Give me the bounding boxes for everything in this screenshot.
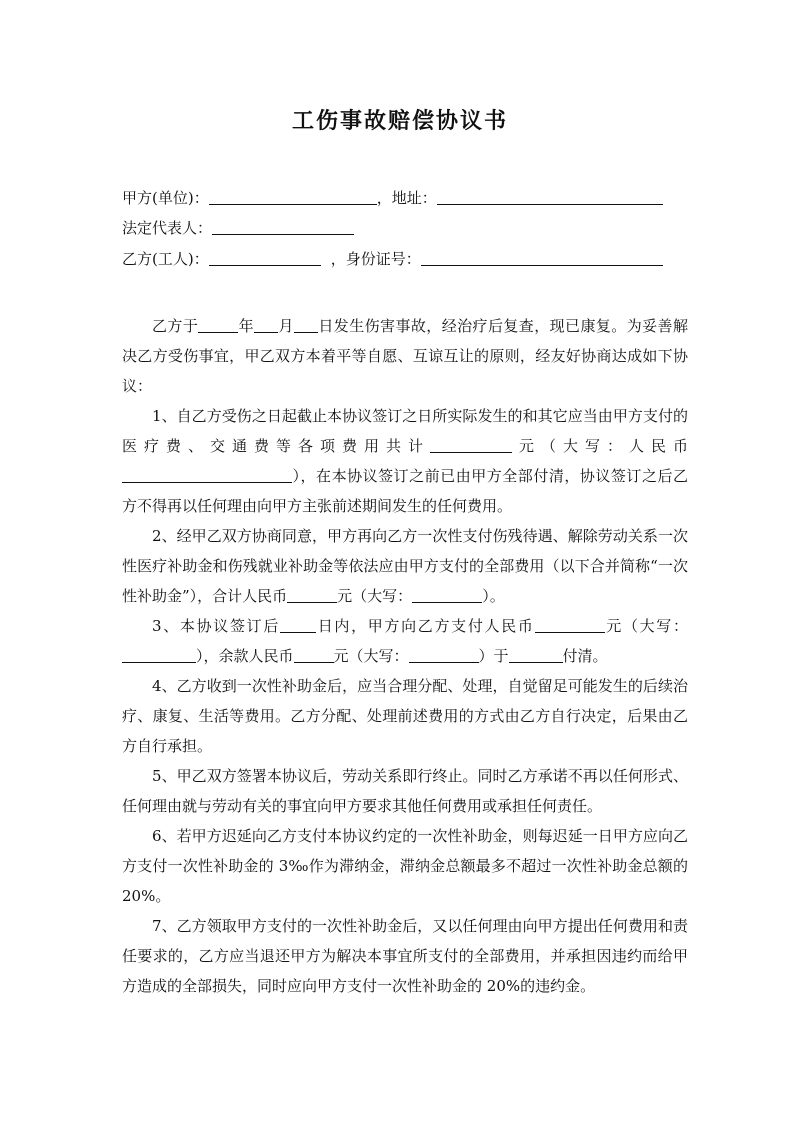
- clause-5: 5、甲乙双方签署本协议后，劳动关系即行终止。同时乙方承诺不再以任何形式、任何理由就与劳动有关的事宜向甲方要求其他任何费用或承担任何责任。: [122, 767, 688, 815]
- clause-2: 2、经甲乙双方协商同意，甲方再向乙方一次性支付伤残待遇、解除劳动关系一次性医疗补助金和伤残就业补助金等依法应由甲方支付的全部费用（以下合并简称“一次性补助金”），合计人民币 元（大写： ）。: [122, 527, 688, 605]
- agreement-body: [122, 311, 688, 1001]
- address-blank[interactable]: [437, 188, 663, 205]
- clause3-days-blank[interactable]: [280, 616, 316, 633]
- legal-rep-line: [122, 218, 354, 238]
- year-blank[interactable]: [198, 316, 238, 333]
- clause2-amount-blank[interactable]: [287, 586, 337, 603]
- clause3-capital-blank[interactable]: [122, 646, 196, 663]
- clause3-amount-blank[interactable]: [535, 616, 605, 633]
- id-number-blank[interactable]: [421, 249, 663, 266]
- day-blank[interactable]: [294, 316, 318, 333]
- party-b-line: [122, 249, 663, 269]
- party-a-label: 甲方(单位)：: [122, 189, 209, 207]
- month-blank[interactable]: [254, 316, 278, 333]
- clause3-balance-capital-blank[interactable]: [409, 646, 479, 663]
- intro-paragraph: 乙方于 年 月 日发生伤害事故，经治疗后复查，现已康复。为妥善解决乙方受伤事宜，甲乙双方本着平等自愿、互谅互让的原则，经友好协商达成如下协议：: [122, 317, 688, 395]
- party-b-label: 乙方(工人)：: [122, 250, 209, 268]
- clause3-balance-blank[interactable]: [294, 646, 334, 663]
- legal-rep-blank[interactable]: [212, 218, 354, 235]
- clause-7: 7、乙方领取甲方支付的一次性补助金后，又以任何理由向甲方提出任何费用和责任要求的，乙方应当退还甲方为解决本事宜所支付的全部费用，并承担因违约而给甲方造成的全部损失，同时应向甲方支付一次性补助金的 20%的违约金。: [122, 917, 688, 995]
- clause1-capital-blank[interactable]: [122, 466, 292, 483]
- party-a-line: [122, 188, 663, 208]
- clause1-amount-blank[interactable]: [430, 436, 512, 453]
- clause-6: 6、若甲方迟延向乙方支付本协议约定的一次性补助金，则每迟延一日甲方应向乙方支付一次性补助金的 3‰作为滞纳金，滞纳金总额最多不超过一次性补助金总额的 20%。: [122, 827, 688, 905]
- clause-3: 3、本协议签订后 日内，甲方向乙方支付人民币 元（大写：），余款人民币 元（大写： ）于 付清。: [122, 611, 688, 671]
- clause3-date-blank[interactable]: [509, 646, 563, 663]
- address-label: ，地址：: [376, 189, 437, 207]
- legal-rep-label: 法定代表人：: [122, 219, 213, 237]
- clause-4: 4、乙方收到一次性补助金后，应当合理分配、处理，自觉留足可能发生的后续治疗、康复、生活等费用。乙方分配、处理前述费用的方式由乙方自行决定，后果由乙方自行承担。: [122, 677, 688, 755]
- clause2-capital-blank[interactable]: [412, 586, 482, 603]
- id-label: ，身份证号：: [330, 250, 421, 268]
- party-b-name-blank[interactable]: [209, 249, 321, 266]
- clause-1: 1、自乙方受伤之日起截止本协议签订之日所实际发生的和其它应当由甲方支付的医疗费、交通费等各项费用共计 元（大写：人民币），在本协议签订之前已由甲方全部付清，协议签订之后乙方不得再以任何理由向甲方主张前述期间发生的任何费用。: [122, 407, 688, 515]
- page-title: 工伤事故赔偿协议书: [291, 109, 508, 134]
- party-a-name-blank[interactable]: [209, 188, 377, 205]
